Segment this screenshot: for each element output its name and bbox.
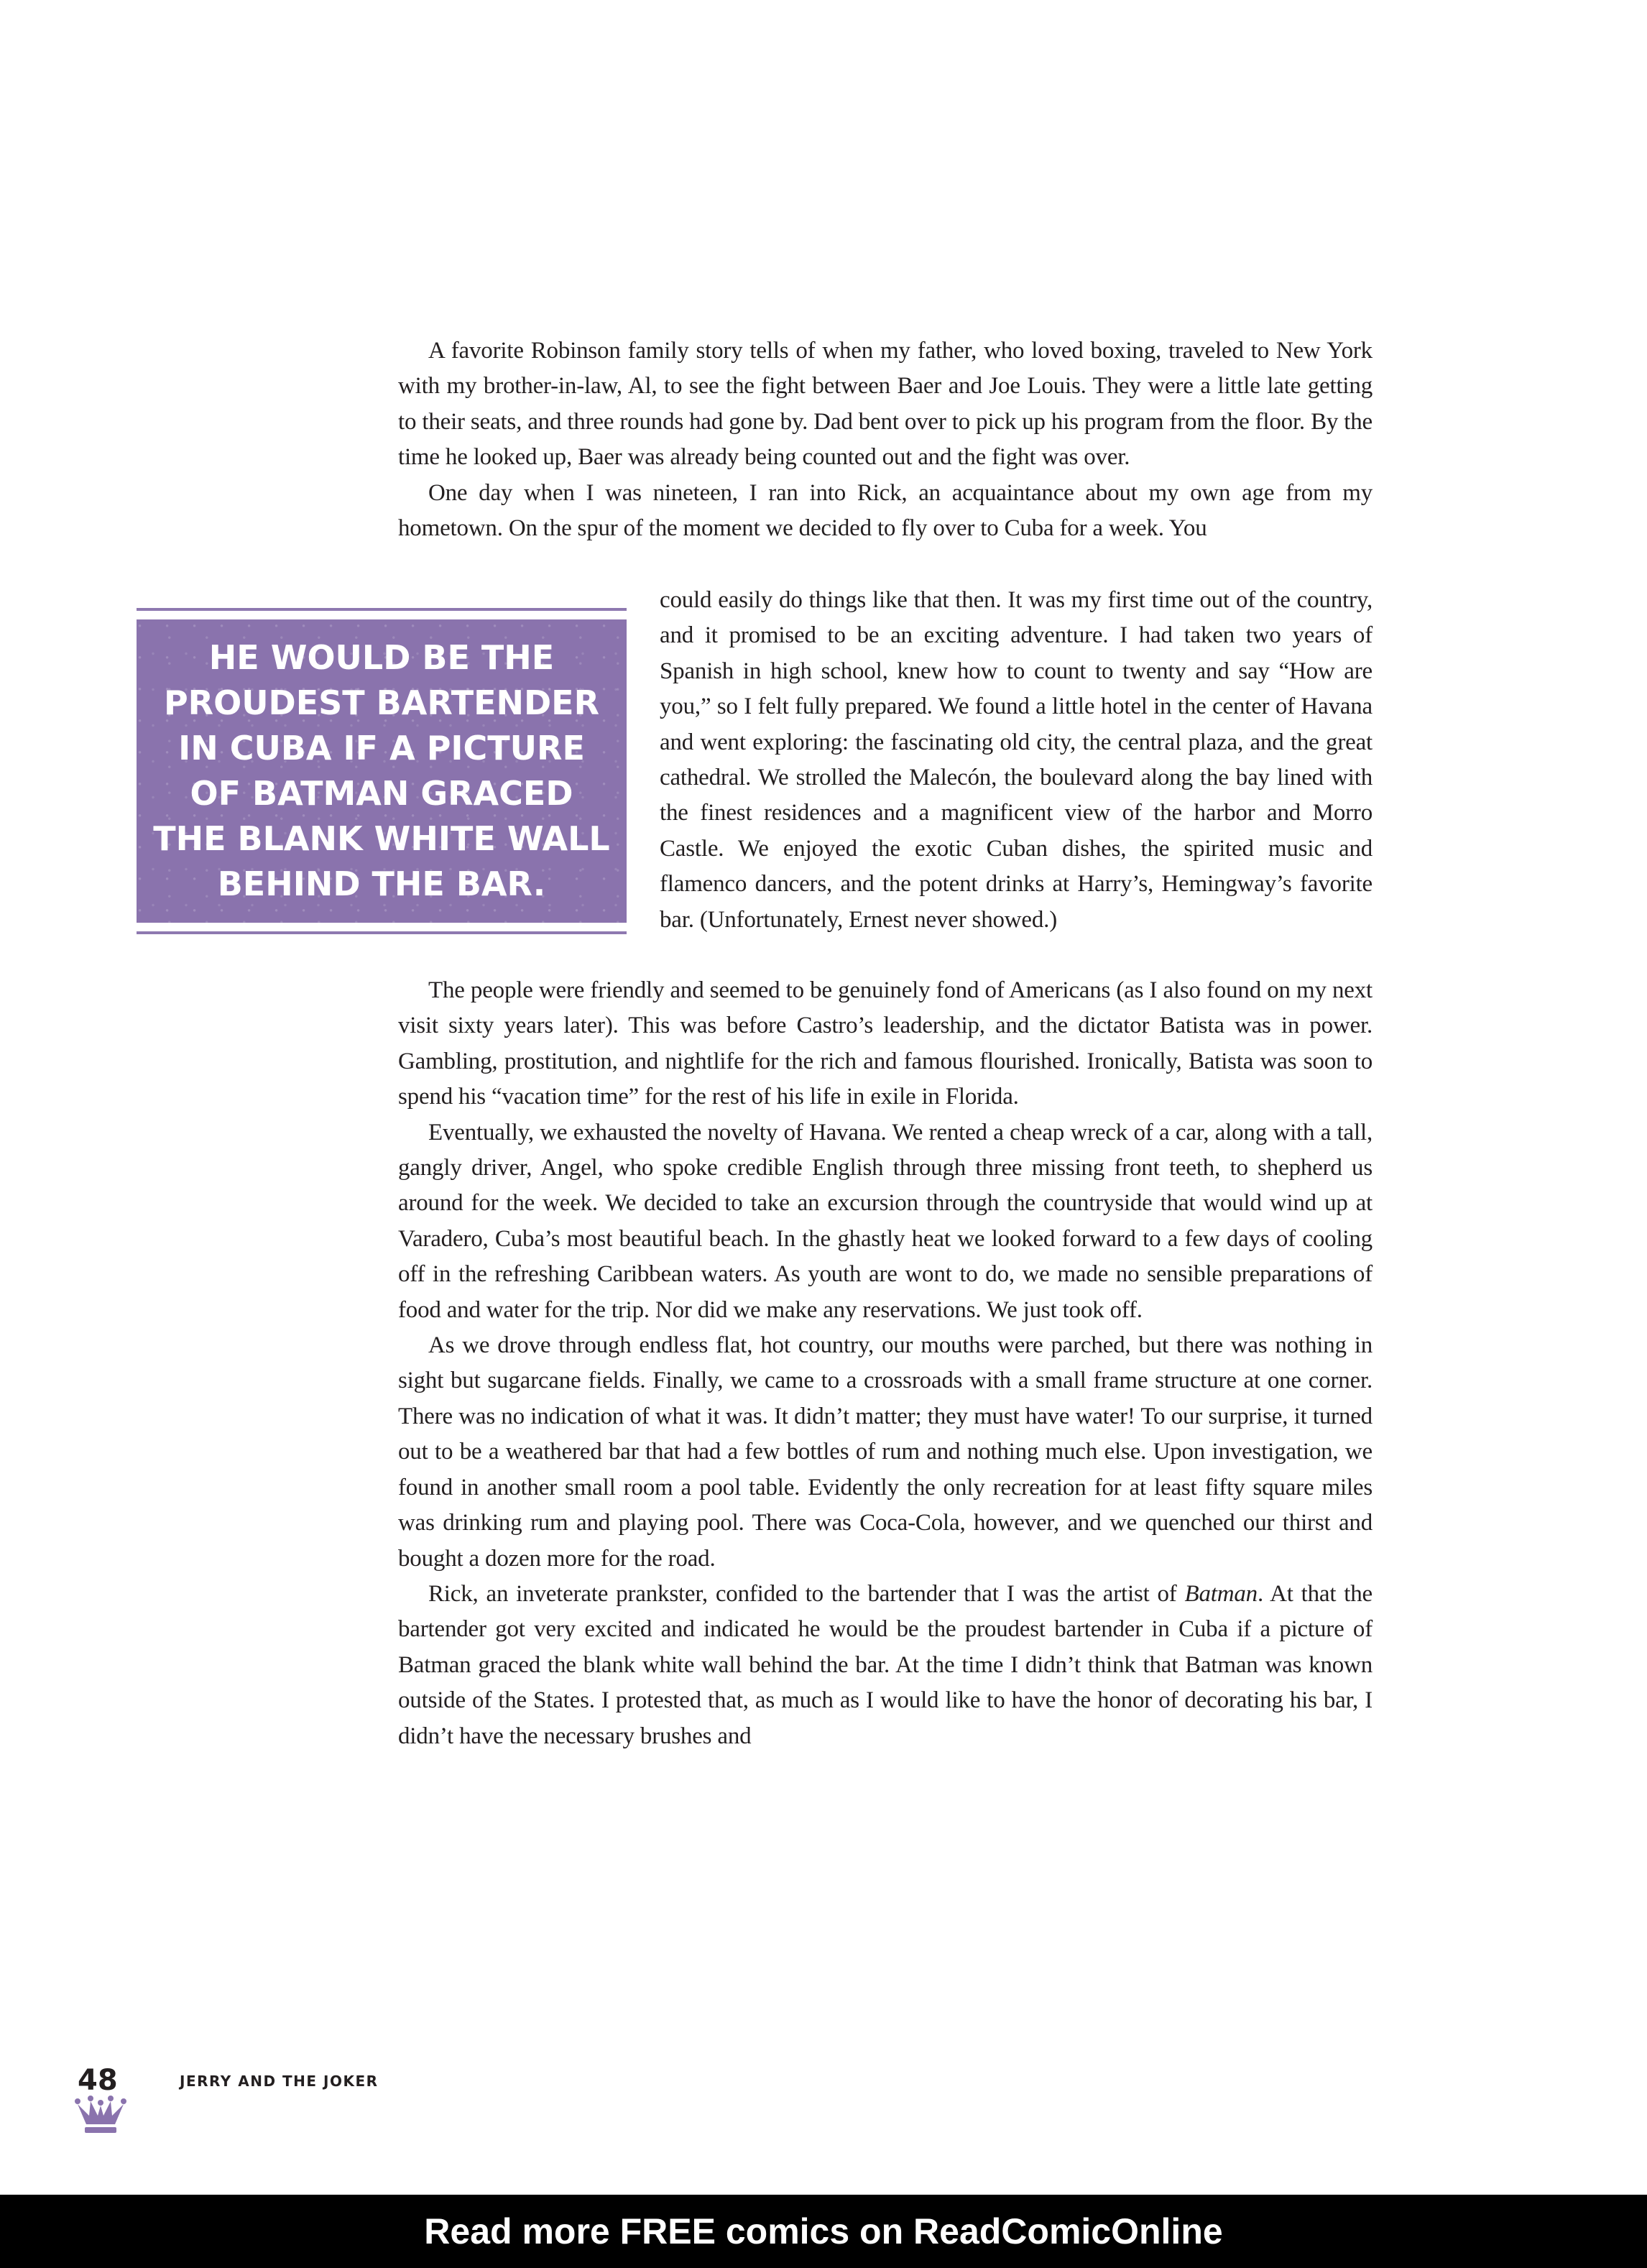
- batman-title: Batman: [1184, 1580, 1258, 1607]
- paragraph-text: Rick, an inveterate prankster, confided to the bartender that I was the artist of: [428, 1580, 1185, 1607]
- promo-banner-text: Read more FREE comics on ReadComicOnline: [424, 2211, 1223, 2251]
- paragraph: One day when I was nineteen, I ran into Rick, an acquaintance about my own age from my hometown. On the spur of the moment we decided to fly over to Cuba for a week. You: [398, 479, 1372, 542]
- paragraph-text: . At that the bartender got very excited and indicated he would be the proudest bartender in Cuba if a picture of Batman graced the blank white wall behind the bar. At the time I didn’t think that Batman was known outside of the States. I protested that, as much as I would like to have the honor of decorating his bar, I didn’t have the necessary brushes and: [398, 1580, 1372, 1749]
- paragraph: The people were friendly and seemed to be genuinely fond of Americans (as I also found on my next visit sixty years later). This was before Castro’s leadership, and the dictator Batista was in power. Gambling, prostitution, and nightlife for the rich and famous flourished. Ironically, Batista was soon to spend his “vacation time” for the rest of his life in exile in Florida.: [398, 977, 1372, 1110]
- body-text-beside-quote: [660, 583, 1372, 938]
- pull-quote-box: [137, 619, 627, 923]
- paragraph: Eventually, we exhausted the novelty of Havana. We rented a cheap wreck of a car, along with a tall, gangly driver, Angel, who spoke credible English through three missing front teeth, to shepherd us around for the week. We decided to take an excursion through the countryside that would wind up at Varadero, Cuba’s most beautiful beach. In the ghastly heat we looked forward to a few days of cooling off in the refreshing Caribbean waters. As youth are wont to do, we made no sensible preparations of food and water for the trip. Nor did we make any reservations. We just took off.: [398, 1119, 1372, 1323]
- crown-icon: [75, 2096, 126, 2134]
- body-text-top: [398, 333, 1372, 546]
- pull-quote: [137, 608, 627, 934]
- body-text-bottom: [398, 973, 1372, 1754]
- paragraph: As we drove through endless flat, hot country, our mouths were parched, but there was nothing in sight but sugarcane fields. Finally, we came to a crossroads with a small frame structure at one corner. There was no indication of what it was. It didn’t matter; they must have water! To our surprise, it turned out to be a weathered bar that had a few bottles of rum and nothing much else. Upon investigation, we found in another small room a pool table. Evidently the only recreation for at least fifty square miles was drinking rum and playing pool. There was Coca-Cola, however, and we quenched our thirst and bought a dozen more for the road.: [398, 1332, 1372, 1572]
- pull-quote-text: HE WOULD BE THE PROUDEST BARTENDER IN CUBA IF A PICTURE OF BATMAN GRACED THE BLANK WHITE WALL BEHIND THE BAR.: [153, 638, 610, 903]
- paragraph: A favorite Robinson family story tells of when my father, who loved boxing, traveled to New York with my brother-in-law, Al, to see the fight between Baer and Joe Louis. They were a little late getting to their seats, and three rounds had gone by. Dad bent over to pick up his program from the floor. By the time he looked up, Baer was already being counted out and the fight was over.: [398, 338, 1372, 471]
- promo-banner[interactable]: [0, 2195, 1647, 2268]
- paragraph: [398, 1577, 1372, 1754]
- running-head: JERRY AND THE JOKER: [180, 2073, 379, 2090]
- paragraph-continued: could easily do things like that then. It was my first time out of the country, and it promised to be an exciting adventure. I had taken two years of Spanish in high school, knew how to count to twenty and say “How are you,” so I felt fully prepared. We found a little hotel in the center of Havana and went exploring: the fascinating old city, the central plaza, and the great cathedral. We strolled the Malecón, the boulevard along the bay lined with the finest residences and a magnificent view of the harbor and Morro Castle. We enjoyed the exotic Cuban dishes, the spirited music and flamenco dancers, and the potent drinks at Harry’s, Hemingway’s favorite bar. (Unfortunately, Ernest never showed.): [660, 587, 1372, 933]
- page-number: 48: [78, 2064, 118, 2097]
